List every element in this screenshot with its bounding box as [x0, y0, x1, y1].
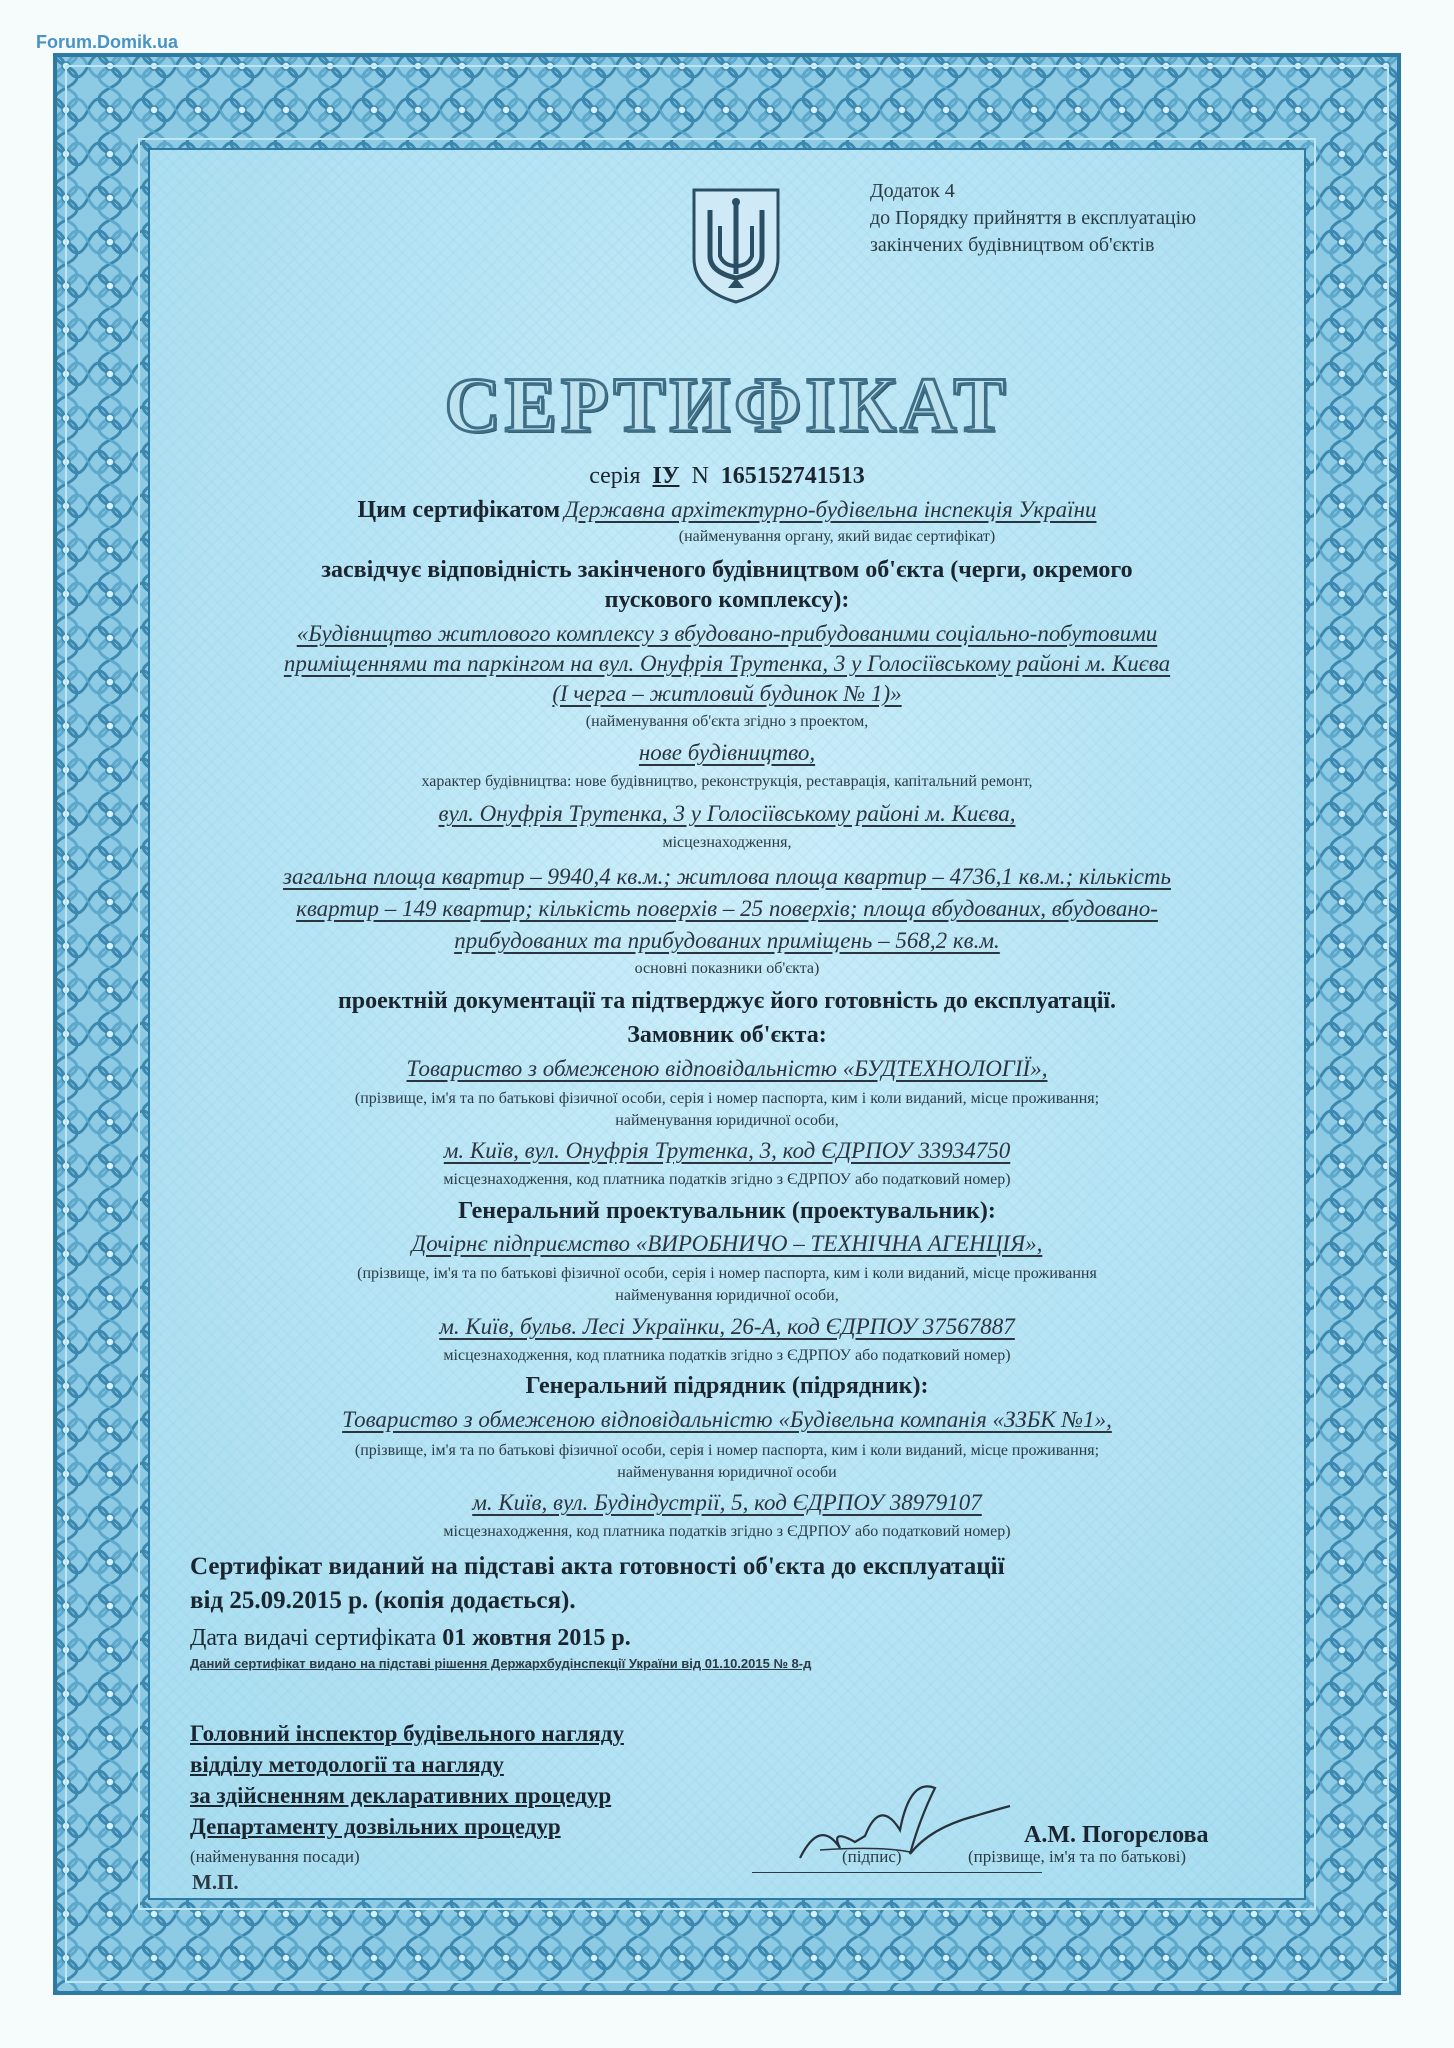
customer-name: Товариство з обмеженою відповідальністю «БУДТЕХНОЛОГІЇ»,	[406, 1056, 1048, 1081]
annex-line: Додаток 4	[870, 180, 955, 202]
signature-note: (підпис)	[842, 1847, 902, 1866]
signatory-title: за здійсненням декларативних процедур	[190, 1783, 612, 1808]
series-code: ІУ	[652, 463, 680, 489]
designer-note: (прізвище, ім'я та по батькові фізичної особи, серія і номер паспорта, ким і коли виданий, місце проживання	[357, 1265, 1097, 1282]
indicators-line: прибудованих та прибудованих приміщень – 568,2 кв.м.	[454, 928, 1000, 953]
certificate-content	[150, 150, 1304, 1898]
signatory-title: Головний інспектор будівельного нагляду	[190, 1721, 624, 1746]
designer-address: м. Київ, бульв. Лесі Українки, 26-А, код ЄДРПОУ 37567887	[439, 1314, 1015, 1339]
contractor-heading: Генеральний підрядник (підрядник):	[525, 1373, 929, 1399]
series-prefix: серія	[589, 463, 641, 489]
contractor-note: (прізвище, ім'я та по батькові фізичної особи, серія і номер паспорта, ким і коли виданий, місце проживання;	[354, 1442, 1100, 1459]
issue-date-value: 01 жовтня 2015 р.	[442, 1625, 631, 1651]
issue-date-line	[190, 1622, 1005, 1654]
indicators-line: квартир – 149 квартир; кількість поверхів – 25 поверхів; площа вбудованих, вбудовано-	[296, 896, 1158, 921]
customer-address: м. Київ, вул. Онуфрія Трутенка, 3, код ЄДРПОУ 33934750	[443, 1138, 1011, 1163]
object-location: вул. Онуфрія Трутенка, 3 у Голосіївському районі м. Києва,	[438, 801, 1016, 826]
designer-note: найменування юридичної особи,	[615, 1287, 839, 1304]
customer-note: найменування юридичної особи,	[615, 1112, 839, 1129]
certificate-number: 165152741513	[720, 463, 865, 489]
series-line	[150, 463, 1304, 490]
trident-emblem-icon	[688, 186, 784, 306]
readiness-statement: проектній документації та підтверджує його готовність до експлуатації.	[337, 988, 1117, 1014]
object-line: «Будівництво житлового комплексу з вбудовано-прибудованими соціально-побутовими	[296, 621, 1158, 646]
annex-note	[870, 178, 1196, 259]
signatory-title: відділу методології та нагляду	[190, 1752, 504, 1777]
issuer-name: Державна архітектурно-будівельна інспекція України	[564, 497, 1097, 522]
indicators-line: загальна площа квартир – 9940,4 кв.м.; житлова площа квартир – 4736,1 кв.м.; кількість	[282, 864, 1171, 889]
certifies-line: засвідчує відповідність закінченого будівництвом об'єкта (черги, окремого	[321, 557, 1133, 583]
basis-block	[190, 1550, 1005, 1671]
position-note: (найменування посади)	[190, 1847, 360, 1866]
issuer-note: (найменування органу, який видає сертифікат)	[678, 528, 996, 545]
seal-place: М.П.	[192, 1870, 239, 1894]
annex-line: закінчених будівництвом об'єктів	[870, 234, 1155, 256]
object-line: (І черга – житловий будинок № 1)»	[552, 681, 902, 706]
issue-date-label: Дата видачі сертифіката	[190, 1625, 437, 1651]
indicators-note: основні показники об'єкта)	[634, 960, 820, 977]
annex-line: до Порядку прийняття в експлуатацію	[870, 207, 1197, 229]
designer-name: Дочірнє підприємство «ВИРОБНИЧО – ТЕХНІЧНА АГЕНЦІЯ»,	[411, 1231, 1043, 1256]
issuer-line	[150, 497, 1304, 524]
location-note: місцезнаходження,	[662, 834, 792, 851]
contractor-address: м. Київ, вул. Будіндустрії, 5, код ЄДРПОУ 38979107	[472, 1490, 982, 1515]
customer-note: (прізвище, ім'я та по батькові фізичної особи, серія і номер паспорта, ким і коли виданий, місце проживання;	[354, 1090, 1100, 1107]
watermark-logo: Forum.Domik.ua	[36, 32, 179, 52]
series-n-label: N	[691, 463, 709, 489]
certifies-line: пускового комплексу):	[604, 587, 850, 613]
signatory-name: А.М. Погорєлова	[1024, 1822, 1209, 1848]
object-line: приміщеннями та паркінгом на вул. Онуфрія Трутенка, 3 у Голосіївському районі м. Києва	[283, 651, 1171, 676]
certificate-title: СЕРТИФІКАТ	[444, 361, 1010, 448]
designer-heading: Генеральний проектувальник (проектувальник):	[458, 1198, 996, 1224]
signature-line	[752, 1872, 1042, 1873]
contractor-address-note: місцезнаходження, код платника податків згідно з ЄДРПОУ або податковий номер)	[443, 1523, 1011, 1540]
object-note: (найменування об'єкта згідно з проектом,	[585, 713, 869, 730]
contractor-note: найменування юридичної особи	[617, 1464, 837, 1481]
construction-note: характер будівництва: нове будівництво, реконструкція, реставрація, капітальний ремонт,	[421, 773, 1033, 790]
decision-reference: Даний сертифікат видано на підставі рішення Держархбудінспекції України від 01.10.2015 № 8-д	[190, 1656, 812, 1671]
customer-heading: Замовник об'єкта:	[627, 1022, 827, 1048]
signatory-title: Департаменту дозвільних процедур	[190, 1814, 561, 1839]
construction-type: нове будівництво,	[638, 740, 816, 765]
contractor-name: Товариство з обмеженою відповідальністю «Будівельна компанія «ЗЗБК №1»,	[342, 1407, 1112, 1432]
basis-line: від 25.09.2015 р. (копія додається).	[190, 1587, 576, 1614]
name-note: (прізвище, ім'я та по батькові)	[968, 1847, 1187, 1866]
issuer-lead: Цим сертифікатом	[357, 497, 561, 523]
customer-address-note: місцезнаходження, код платника податків згідно з ЄДРПОУ або податковий номер)	[443, 1171, 1011, 1188]
designer-address-note: місцезнаходження, код платника податків згідно з ЄДРПОУ або податковий номер)	[443, 1347, 1011, 1364]
basis-line: Сертифікат виданий на підставі акта готовності об'єкта до експлуатації	[190, 1553, 1005, 1580]
